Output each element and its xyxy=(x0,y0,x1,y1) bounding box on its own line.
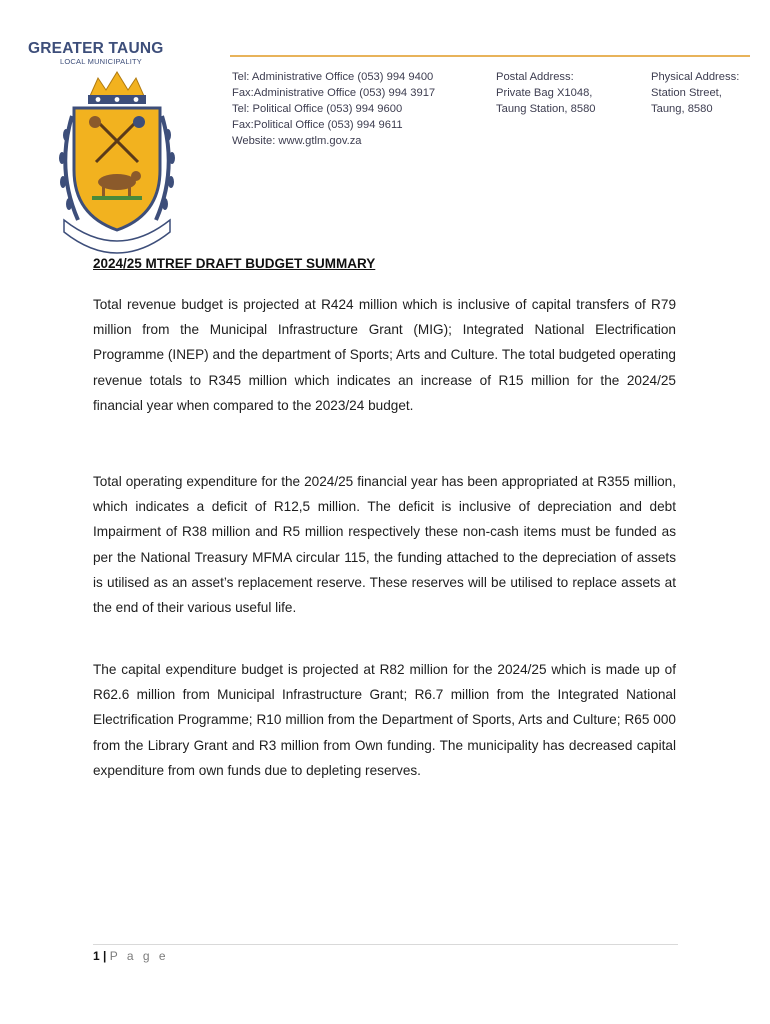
page-footer xyxy=(93,949,169,963)
postal-address-line1: Private Bag X1048, xyxy=(496,87,593,99)
phone-political: Tel: Political Office (053) 994 9600 xyxy=(232,103,403,115)
paragraph-capital-expenditure: The capital expenditure budget is projected at R82 million for the 2024/25 which is made up of R62.6 million from Municipal Infrastructure Grant; R6.7 million from the Integrated National Electrification Programme; R10 million from the Department of Sports, Arts and Culture; R65 000 from the Library Grant and R3 million from Own funding. The municipality has decreased capital expenditure from own funds due to depleting reserves. xyxy=(93,662,676,778)
org-name: GREATER TAUNG xyxy=(28,40,164,57)
header-divider xyxy=(230,55,750,57)
contact-details xyxy=(232,69,435,149)
paragraph-operating-expenditure: Total operating expenditure for the 2024/25 financial year has been appropriated at R355 million, which indicates a deficit of R12,5 million. The deficit is inclusive of depreciation and debt Impairment of R38 million and R5 million respectively these non-cash items must be funded as per the National Treasury MFMA circular 115, the funding attached to the depreciation of assets is utilised as an asset’s replacement reserve. These reserves will be utilised to replace assets at the end of their various useful life. xyxy=(93,474,676,616)
document-title: 2024/25 MTREF DRAFT BUDGET SUMMARY xyxy=(93,256,376,271)
postal-address-line2: Taung Station, 8580 xyxy=(496,103,596,115)
coat-of-arms-icon xyxy=(52,70,182,255)
municipality-logo xyxy=(28,40,184,66)
postal-address xyxy=(496,69,596,117)
page-label: P a g e xyxy=(109,949,169,963)
physical-address-line2: Taung, 8580 xyxy=(651,103,713,115)
phone-admin: Tel: Administrative Office (053) 994 9400 xyxy=(232,71,434,83)
page-number: 1 xyxy=(93,949,100,963)
footer-divider xyxy=(93,944,678,945)
footer-separator: | xyxy=(103,949,107,963)
postal-address-label: Postal Address: xyxy=(496,71,574,83)
fax-admin: Fax:Administrative Office (053) 994 3917 xyxy=(232,87,436,99)
physical-address xyxy=(651,69,739,117)
physical-address-label: Physical Address: xyxy=(651,71,740,83)
fax-political: Fax:Political Office (053) 994 9611 xyxy=(232,119,403,131)
paragraph-revenue: Total revenue budget is projected at R424 million which is inclusive of capital transfers of R79 million from the Municipal Infrastructure Grant (MIG); Integrated National Electrification Programme (INEP) and the department of Sports; Arts and Culture. The total budgeted operating revenue totals to R345 million which indicates an increase of R15 million for the 2024/25 financial year when compared to the 2023/24 budget. xyxy=(93,297,676,413)
physical-address-line1: Station Street, xyxy=(651,87,722,99)
org-subtitle: LOCAL MUNICIPALITY xyxy=(60,57,142,66)
website: Website: www.gtlm.gov.za xyxy=(232,135,362,147)
